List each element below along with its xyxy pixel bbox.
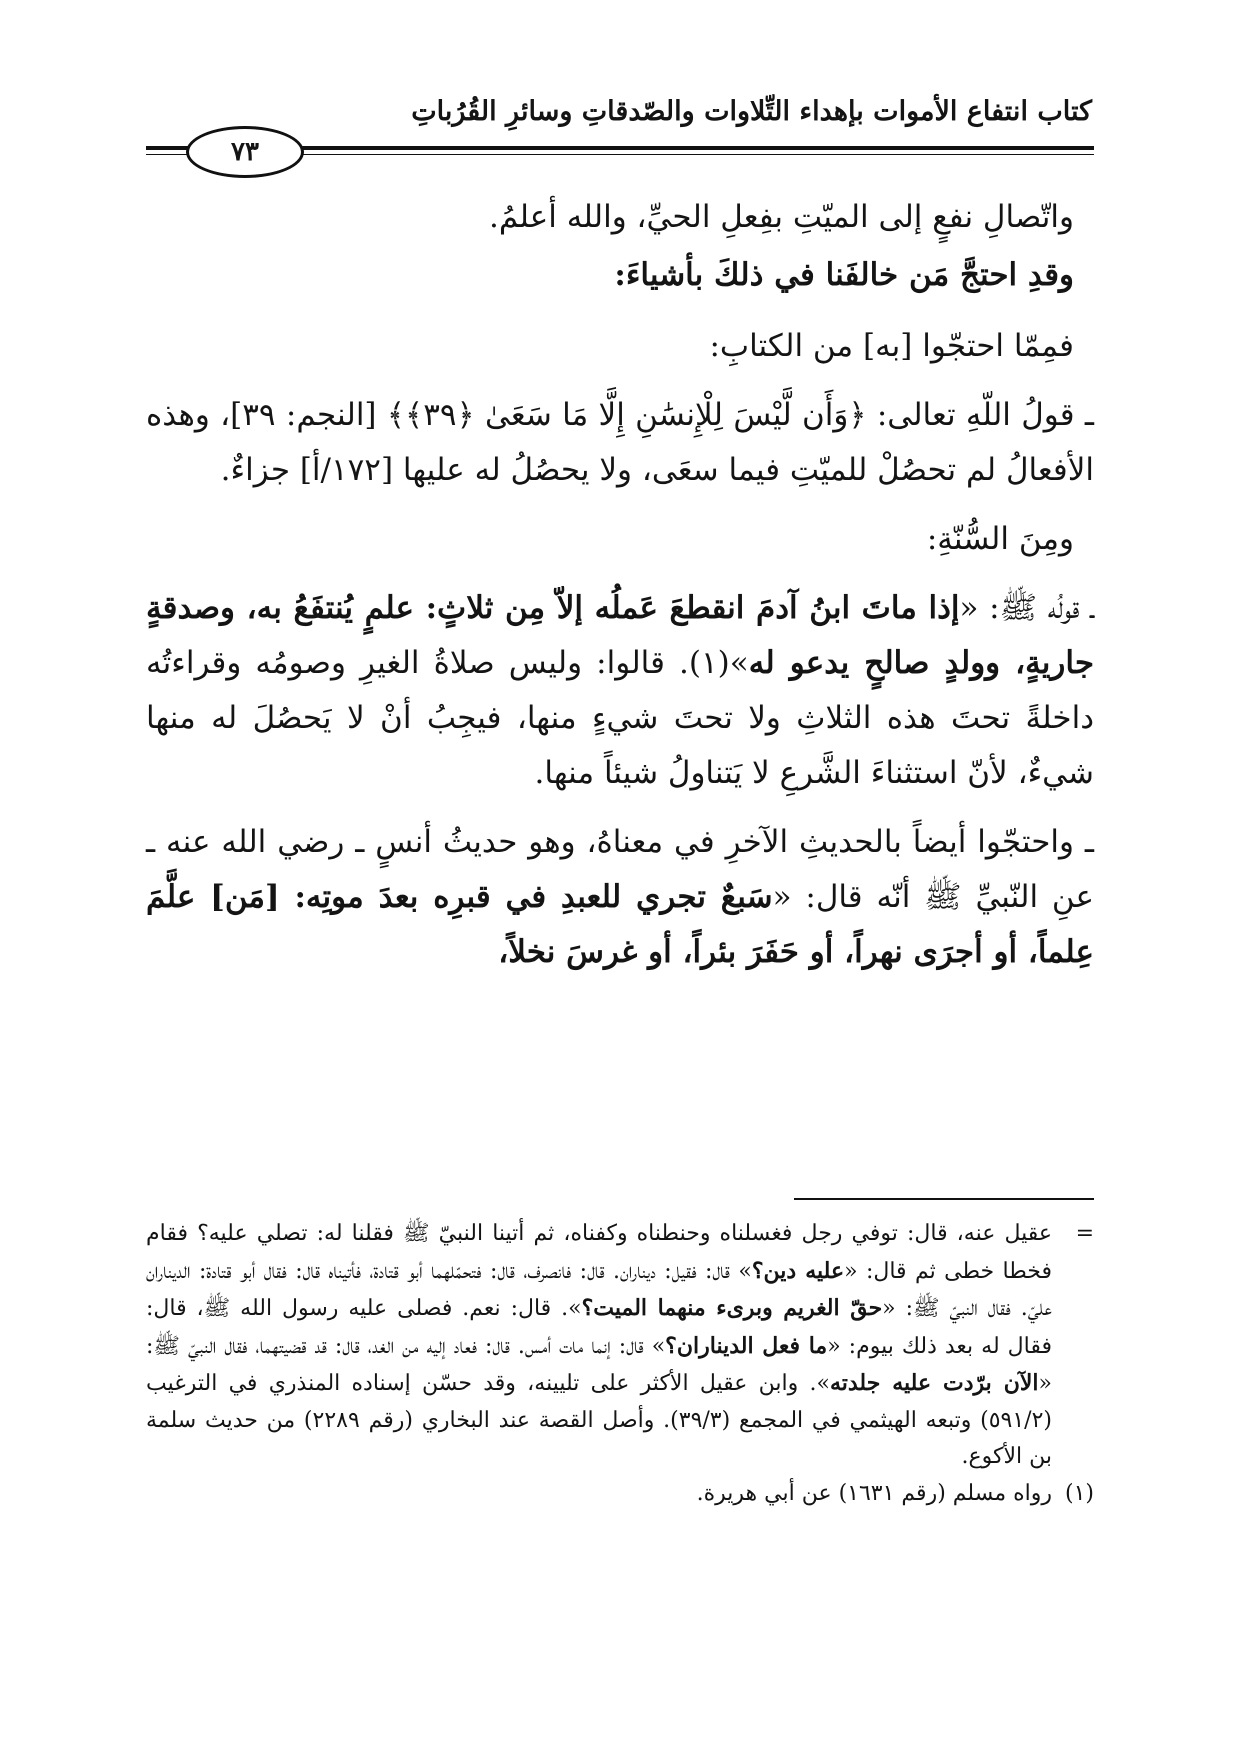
hadith-2-quote: سَبعٌ تجري للعبدِ في قبرِه بعدَ موتِه: [مَن] علَّمَ عِلماً، أو أجرَى نهراً، أو حَفَرَ بئراً، أو غرسَ نخلاً، [146,879,1094,970]
running-title: كتاب انتفاع الأموات بإهداء التِّلاوات والصّدقاتِ وسائرِ القُرُباتِ [411,96,1092,127]
hadith-intro: ـ قولُه ﷺ: « [959,590,1094,626]
footnote-1-text: رواه مسلم (رقم ١٦٣١) عن أبي هريرة. [696,1480,1052,1506]
footnote-continuation-text: عقيل عنه، قال: توفي رجل فغسلناه وحنطناه وكفناه، ثم أتينا النبيّ ﷺ فقلنا له: تصلي عليه؟ فقام فخطا خطى ثم قال: «عليه دين؟» قال: فقيل: ديناران. قال: فانصرف، قال: فتحمّلهما أبو قتادة، فأتيناه قال: فقال أبو قتادة: الديناران عليّ. فقال النبيّ ﷺ: «حقّ الغريم وبرىء منهما الميت؟». قال: نعم. فصلى عليه رسول الله ﷺ، قال: فقال له بعد ذلك بيوم: «ما فعل الديناران؟» قال: إنما مات أمس. قال: فعاد إليه من الغد، قال: قد قضيتهما، فقال النبيّ ﷺ: «الآن برّدت عليه جلدته». وابن عقيل الأكثر على تليينه، وقد حسّن إسناده المنذري في الترغيب (٥٩١/٢) وتبعه الهيثمي في المجمع (٣٩/٣). وأصل القصة عند البخاري (رقم ٢٢٨٩) من حديث سلمة بن الأكوع. [146,1221,1053,1469]
main-text [146,190,1094,980]
page-number: ٧٣ [231,137,259,167]
body-line-3: فمِمّا احتجّوا [به] من الكتابِ: [709,328,1074,364]
section-heading: وقدِ احتجَّ مَن خالفَنا في ذلكَ بأشياءَ: [614,257,1074,293]
quran-paragraph: ـ قولُ اللّهِ تعالى: ﴿وَأَن لَّيْسَ لِلْإِنسَٰنِ إِلَّا مَا سَعَىٰ ﴿٣٩﴾﴾ [النجم: ٣٩]، وهذه الأفعالُ لم تحصُلْ للميّتِ فيما سعَى، ولا يحصُلُ له عليها [١٧٢/أ] جزاءٌ. [146,397,1094,488]
hadith-paragraph-1 [146,581,1094,801]
footnote-rule [794,1198,1094,1200]
hadith-paragraph-2 [146,815,1094,980]
footnote-1-marker: (١) [1064,1480,1094,1506]
footnotes [146,1216,1094,1512]
body-line-1: واتّصالِ نفعٍ إلى الميّتِ بفِعلِ الحيِّ، والله أعلمُ. [489,199,1074,235]
hadith-commentary: »(١). قالوا: وليس صلاةُ الغيرِ وصومُه وقراءتُه داخلةً تحتَ هذه الثلاثِ ولا تحتَ شيءٍ منها، فيجِبُ أنْ لا يَحصُلَ له منها شيءٌ، لأنّ استثناءَ الشَّرعِ لا يَتناولُ شيئاً منها. [146,645,1094,791]
footnote-continuation [146,1216,1094,1476]
hadith-quote: إذا ماتَ ابنُ آدمَ انقطعَ عَملُه إلاّ مِن ثلاثٍ: علمٍ يُنتفَعُ به، وصدقةٍ جاريةٍ، وولدٍ صالحٍ يدعو له [146,590,1094,681]
footnote-continuation-marker: = [1075,1221,1094,1246]
hadith-2-intro: ـ واحتجّوا أيضاً بالحديثِ الآخرِ في معناهُ، وهو حديثُ أنسٍ ـ رضي الله عنه ـ عنِ النّبيِّ ﷺ أنّه قال: « [146,824,1094,915]
footnote-1 [146,1476,1094,1513]
page-number-badge [186,126,304,178]
sunnah-subheading: ومِنَ السُّنّةِ: [926,521,1074,557]
